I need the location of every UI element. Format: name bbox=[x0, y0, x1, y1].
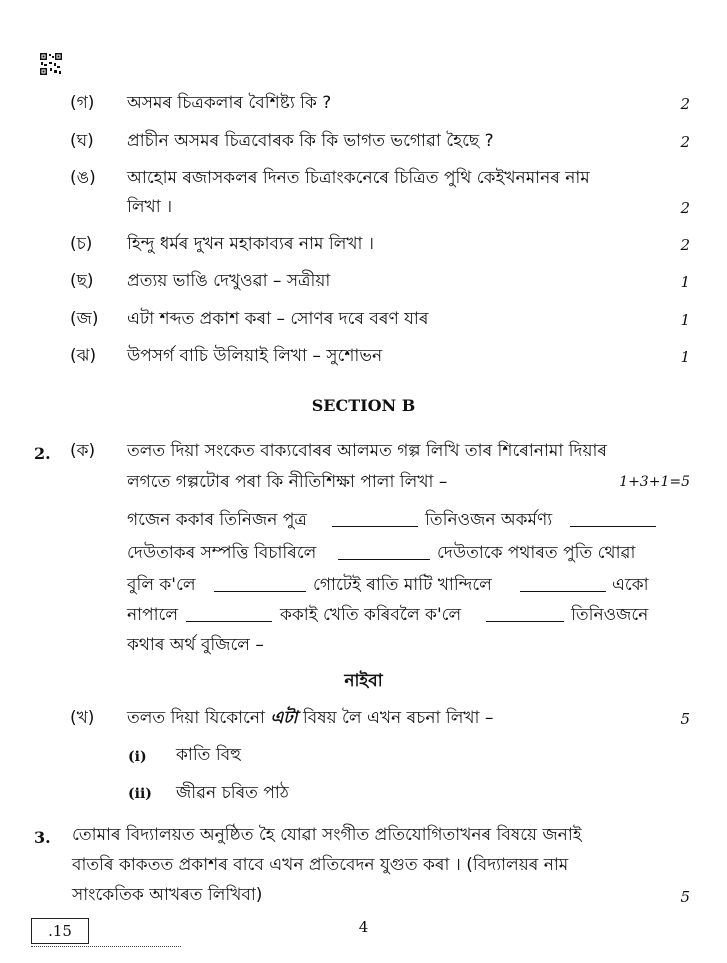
q2-ka-marks: 1+3+1=5 bbox=[619, 474, 690, 490]
q1-item-marks: 2 bbox=[680, 199, 690, 217]
q3-text-cont: সাংকেতিক আখৰত লিখিবা) bbox=[72, 885, 263, 905]
q3-marks: 5 bbox=[680, 888, 690, 906]
hint-segment: গোটেই ৰাতি মাটি খান্দিলে bbox=[313, 575, 492, 595]
option-text: কাতি বিহু bbox=[176, 745, 242, 765]
question-number: 2. bbox=[34, 444, 51, 463]
q1-item-label: (ঝ) bbox=[70, 346, 97, 366]
blank-line bbox=[486, 607, 564, 622]
q1-item-label: (ছ) bbox=[70, 271, 94, 291]
paper-code-box: .15 bbox=[31, 918, 89, 944]
q1-item-text: হিন্দু ধৰ্মৰ দুখন মহাকাব্যৰ নাম লিখা । bbox=[127, 234, 374, 254]
q3-text: তোমাৰ বিদ্যালয়ত অনুষ্ঠিত হৈ যোৱা সংগীত প্ৰতিযোগিতাখনৰ বিষয়ে জনাই bbox=[72, 825, 582, 845]
section-heading: SECTION B bbox=[311, 396, 416, 415]
footer-divider bbox=[31, 946, 181, 947]
q3-text-cont: বাতৰি কাকতত প্ৰকাশৰ বাবে এখন প্ৰতিবেদন যুগুত কৰা । (বিদ্যালয়ৰ নাম bbox=[72, 855, 569, 875]
hint-segment: ককাই খেতি কৰিবলৈ ক'লে bbox=[280, 605, 462, 625]
blank-line bbox=[332, 512, 418, 527]
q2-kha-text bbox=[127, 708, 493, 728]
q1-item-marks: 2 bbox=[680, 236, 690, 254]
hint-segment: তিনিওজন অকৰ্মণ্য bbox=[425, 510, 553, 530]
blank-line bbox=[520, 577, 606, 592]
q1-item-marks: 2 bbox=[680, 133, 690, 151]
hint-segment: বুলি ক'লে bbox=[127, 575, 196, 595]
option-label: (i) bbox=[128, 749, 147, 765]
or-label: নাইবা bbox=[344, 671, 383, 691]
hint-segment: দেউতাকৰ সম্পত্তি বিচাৰিলে bbox=[127, 543, 317, 563]
q1-item-marks: 1 bbox=[680, 348, 690, 366]
q1-item-label: (চ) bbox=[70, 234, 93, 254]
hint-segment: গজেন ককাৰ তিনিজন পুত্ৰ bbox=[127, 510, 307, 530]
q1-item-text: অসমৰ চিত্ৰকলাৰ বৈশিষ্ট্য কি ? bbox=[127, 93, 332, 113]
q1-item-marks: 1 bbox=[680, 311, 690, 329]
q1-item-label: (ঙ) bbox=[70, 168, 96, 188]
q1-item-text-cont: লিখা । bbox=[127, 197, 173, 217]
q2-kha-pre: তলত দিয়া যিকোনো bbox=[127, 708, 265, 728]
blank-line bbox=[186, 607, 272, 622]
q1-item-text: আহোম ৰজাসকলৰ দিনত চিত্ৰাংকনেৰে চিত্ৰিত পুথি কেইখনমানৰ নাম bbox=[127, 168, 590, 188]
option-text: জীৱন চৰিত পাঠ bbox=[176, 783, 289, 803]
q1-item-text: উপসৰ্গ বাচি উলিয়াই লিখা – সুশোভন bbox=[127, 346, 383, 366]
hint-segment: দেউতাকে পথাৰত পুতি থোৱা bbox=[437, 543, 636, 563]
hint-segment: কথাৰ অৰ্থ বুজিলে – bbox=[127, 635, 264, 655]
q2-ka-label: (ক) bbox=[70, 441, 96, 461]
qr-code bbox=[40, 53, 62, 75]
q1-item-label: (ঘ) bbox=[70, 131, 94, 151]
hint-segment: নাপালে bbox=[127, 605, 179, 625]
q1-item-marks: 2 bbox=[680, 95, 690, 113]
q1-item-marks: 1 bbox=[680, 273, 690, 291]
q1-item-text: এটা শব্দত প্ৰকাশ কৰা – সোণৰ দৰে বৰণ যাৰ bbox=[127, 309, 429, 329]
hint-segment: তিনিওজনে bbox=[571, 605, 649, 625]
q2-kha-marks: 5 bbox=[680, 710, 690, 728]
q1-item-label: (জ) bbox=[70, 309, 99, 329]
q2-kha-label: (খ) bbox=[70, 708, 95, 728]
q2-kha-emphasis: এটা bbox=[270, 708, 298, 728]
q2-ka-text: তলত দিয়া সংকেত বাক্যবোৰৰ আলমত গল্প লিখি তাৰ শিৰোনামা দিয়াৰ bbox=[127, 441, 607, 461]
option-label: (ii) bbox=[128, 786, 152, 802]
blank-line bbox=[338, 545, 430, 560]
question-number: 3. bbox=[34, 828, 51, 847]
hint-segment: একো bbox=[612, 575, 649, 595]
q2-kha-post: বিষয় লৈ এখন ৰচনা লিখা – bbox=[302, 708, 494, 728]
blank-line bbox=[214, 577, 306, 592]
blank-line bbox=[570, 512, 656, 527]
q1-item-text: প্ৰাচীন অসমৰ চিত্ৰবোৰক কি কি ভাগত ভগোৱা হৈছে ? bbox=[127, 131, 494, 151]
q1-item-label: (গ) bbox=[70, 93, 95, 113]
page-number: 4 bbox=[358, 918, 369, 936]
q1-item-text: প্ৰত্যয় ভাঙি দেখুওৱা – সত্ৰীয়া bbox=[127, 271, 331, 291]
q2-ka-text-cont: লগতে গল্পটোৰ পৰা কি নীতিশিক্ষা পালা লিখা – bbox=[127, 472, 448, 492]
